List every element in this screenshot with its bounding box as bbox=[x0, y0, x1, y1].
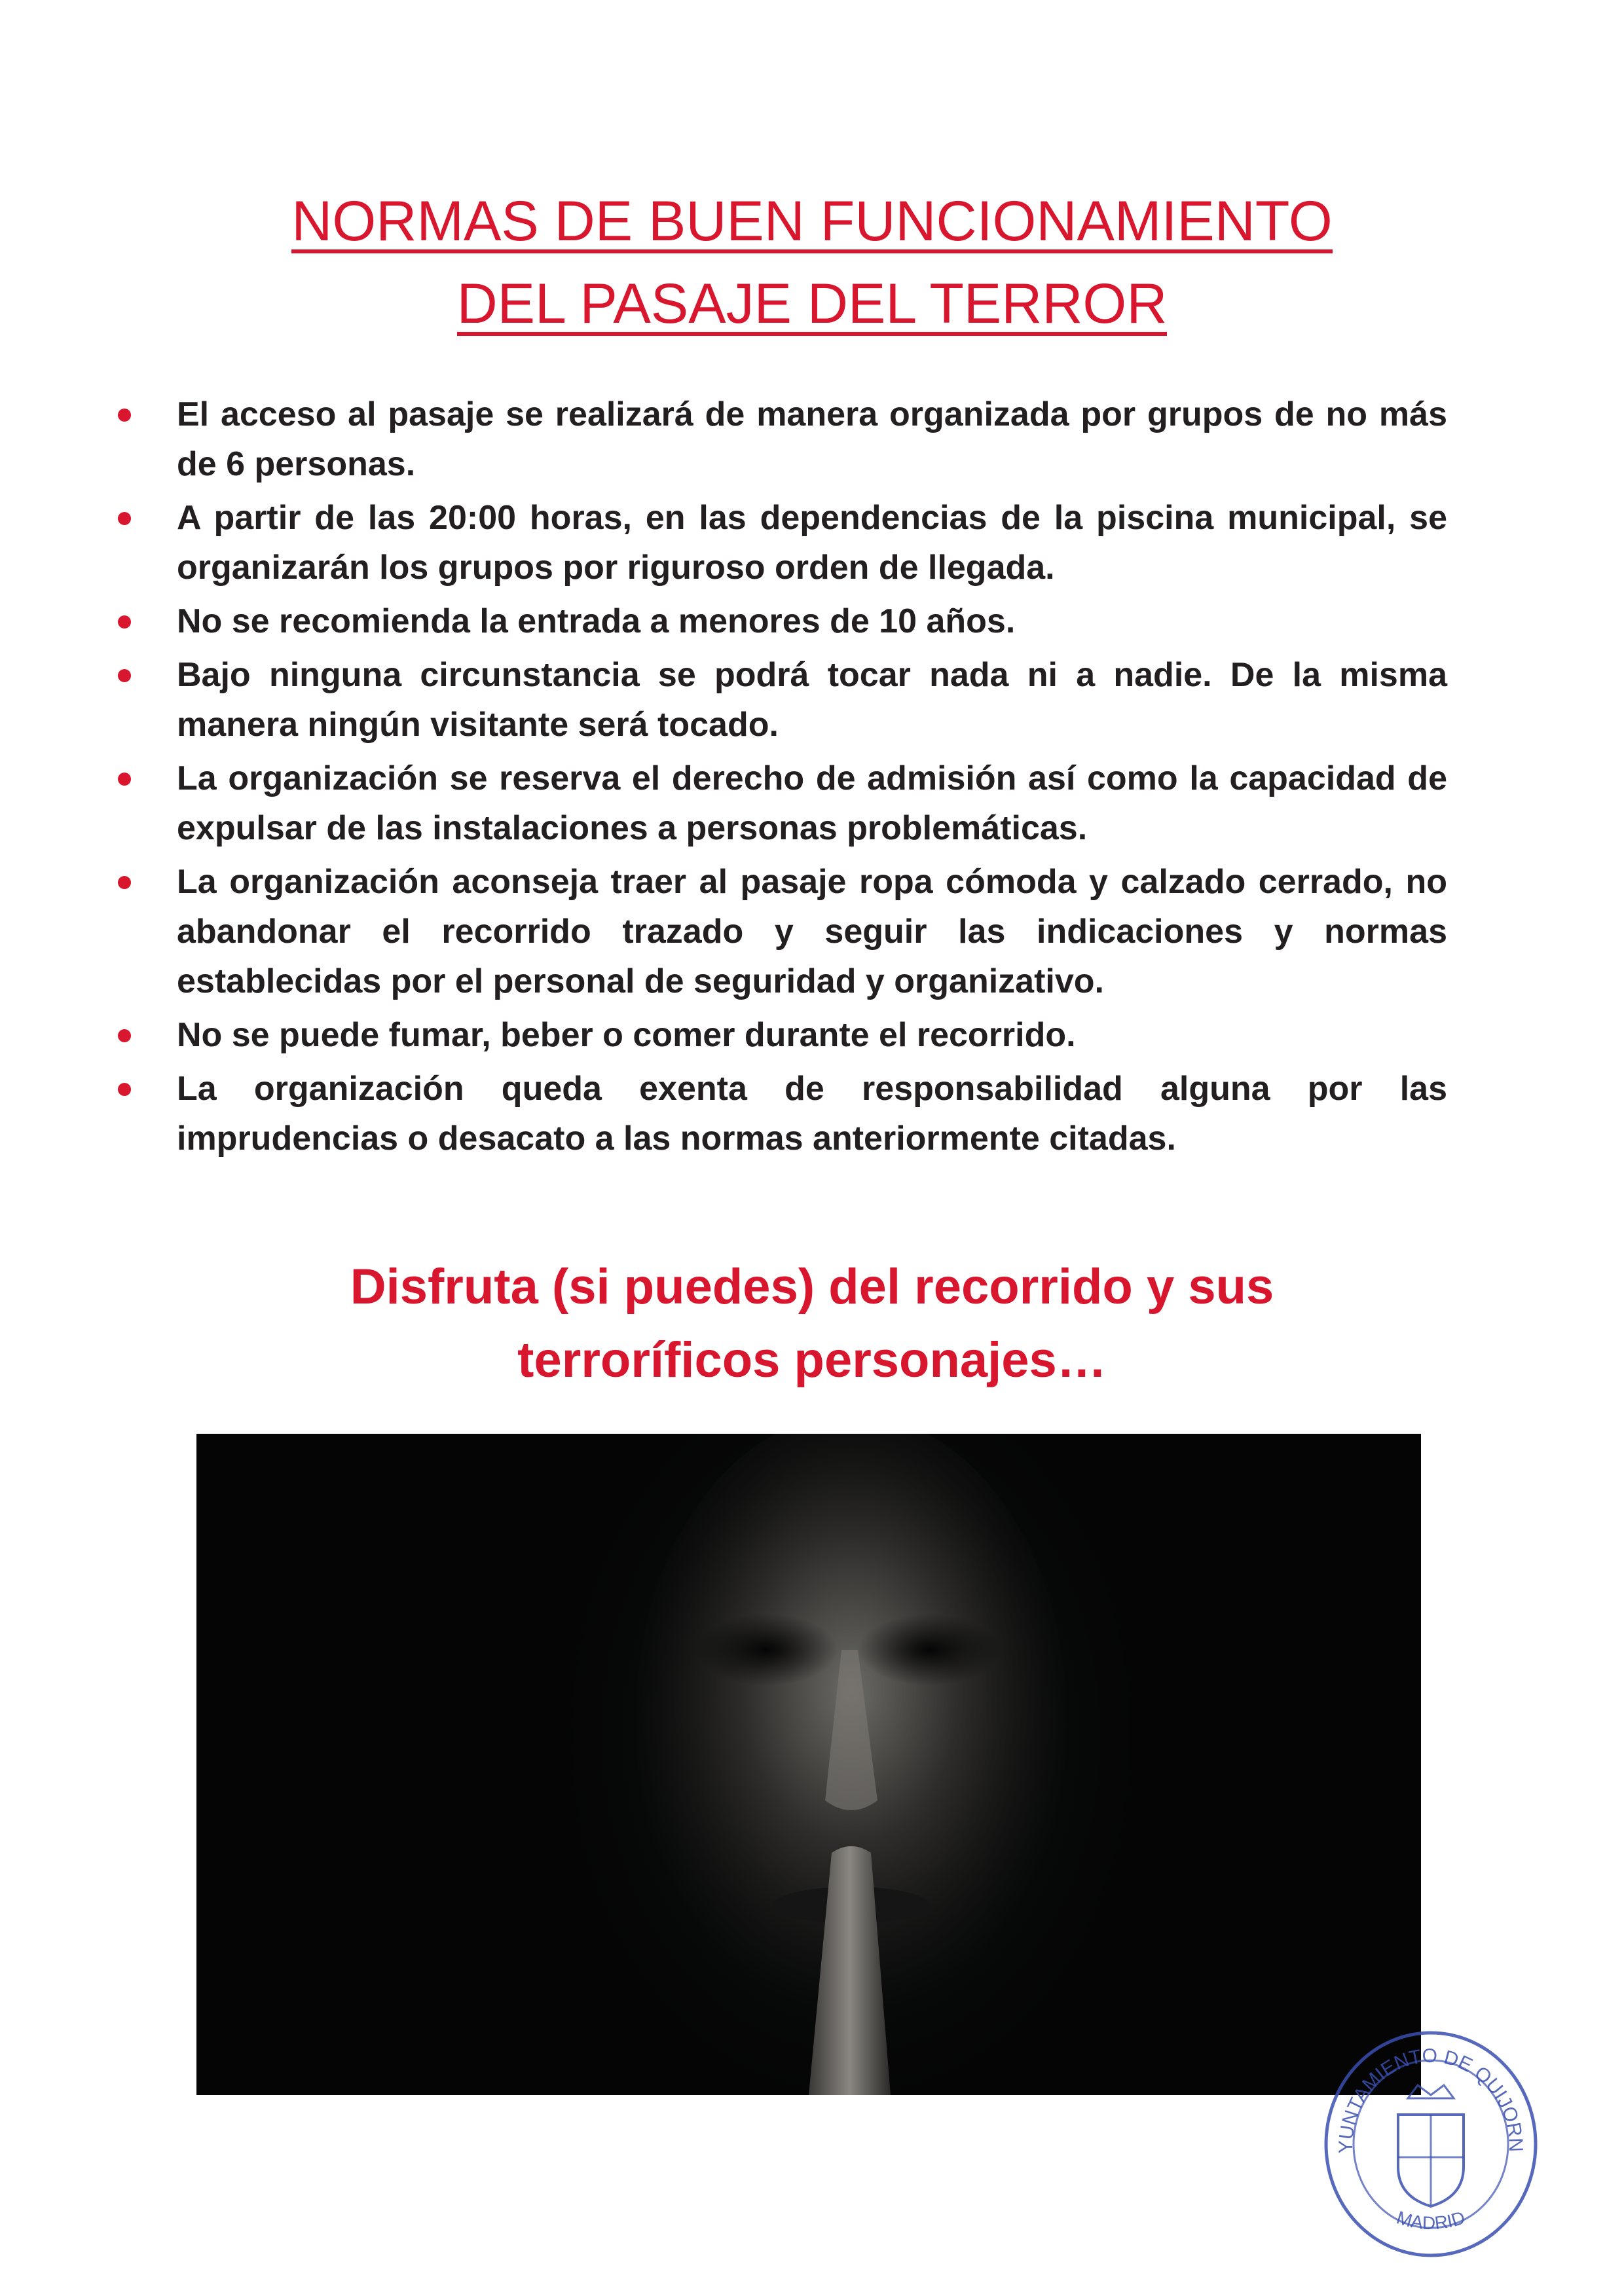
seal-graphic bbox=[1313, 2016, 1549, 2265]
left-eye-shadow bbox=[694, 1614, 838, 1686]
rule-text: La organización aconseja traer al pasaje ropa cómoda y calzado cerrado, no abandonar el recorrido trazado y seguir las indicaciones y normas establecidas por el personal de seguridad y organizativo. bbox=[177, 863, 1447, 1000]
face-illustration bbox=[196, 1434, 1421, 2095]
rule-text: Bajo ninguna circunstancia se podrá tocar nada ni a nadie. De la misma manera ningún visitante será tocado. bbox=[177, 656, 1447, 744]
bullet-icon bbox=[118, 615, 131, 629]
rule-item bbox=[118, 754, 1447, 853]
rule-item bbox=[118, 857, 1447, 1006]
closing-message bbox=[0, 1250, 1624, 1397]
rules-list bbox=[118, 390, 1447, 1167]
rule-item bbox=[118, 493, 1447, 592]
rule-text: La organización se reserva el derecho de admisión así como la capacidad de expulsar de las instalaciones a personas problemáticas. bbox=[177, 759, 1447, 847]
bullet-icon bbox=[118, 512, 131, 525]
crown-icon bbox=[1408, 2085, 1454, 2098]
rule-item bbox=[118, 1010, 1447, 1060]
closing-line-1: Disfruta (si puedes) del recorrido y sus bbox=[350, 1259, 1274, 1315]
municipal-seal bbox=[1313, 2016, 1549, 2265]
rule-text: No se recomienda la entrada a menores de 10 años. bbox=[177, 602, 1016, 640]
title-line-1: NORMAS DE BUEN FUNCIONAMIENTO bbox=[291, 190, 1333, 253]
rule-item bbox=[118, 596, 1447, 646]
rule-text: La organización queda exenta de responsabilidad alguna por las imprudencias o desacato a las normas anteriormente citadas. bbox=[177, 1070, 1447, 1157]
rule-text: A partir de las 20:00 horas, en las dependencias de la piscina municipal, se organizarán los grupos por riguroso orden de llegada. bbox=[177, 499, 1447, 587]
rule-text: El acceso al pasaje se realizará de manera organizada por grupos de no más de 6 personas. bbox=[177, 395, 1447, 483]
closing-line-2: terroríficos personajes… bbox=[517, 1332, 1107, 1388]
seal-top-text: YUNTAMIENTO DE QUIJORN bbox=[1335, 2045, 1527, 2154]
bullet-icon bbox=[118, 1029, 131, 1042]
seal-bottom-text: MADRID bbox=[1394, 2207, 1467, 2234]
rule-text: No se puede fumar, beber o comer durante el recorrido. bbox=[177, 1016, 1076, 1054]
bullet-icon bbox=[118, 876, 131, 889]
bullet-icon bbox=[118, 669, 131, 682]
rule-item bbox=[118, 390, 1447, 489]
svg-text:AYUNTAMIENTO DE QUIJORNA bbox=[1313, 2016, 1526, 2153]
rule-item bbox=[118, 650, 1447, 750]
title-line-2: DEL PASAJE DEL TERROR bbox=[456, 272, 1168, 335]
svg-text:MADRID bbox=[1394, 2207, 1467, 2233]
rule-item bbox=[118, 1064, 1447, 1163]
right-eye-shadow bbox=[858, 1614, 1002, 1686]
bullet-icon bbox=[118, 1083, 131, 1096]
page-title bbox=[0, 190, 1624, 336]
bullet-icon bbox=[118, 773, 131, 786]
bullet-icon bbox=[118, 409, 131, 422]
shush-face-photo bbox=[196, 1434, 1421, 2095]
